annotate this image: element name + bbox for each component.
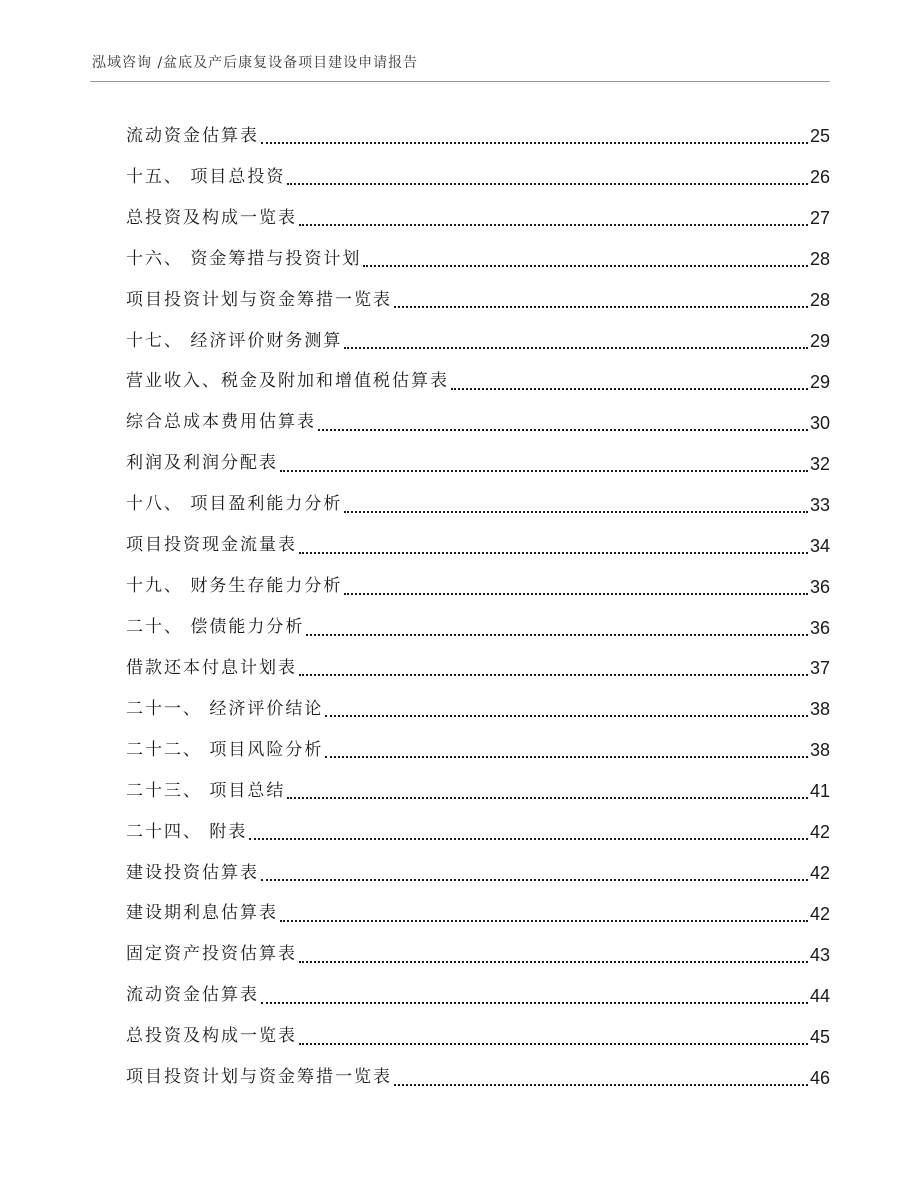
toc-dot-leader [287, 183, 808, 185]
toc-dot-leader [299, 961, 808, 963]
toc-dot-leader [394, 306, 808, 308]
toc-entry-title: 建设投资估算表 [126, 862, 259, 883]
toc-entry-title: 流动资金估算表 [126, 985, 259, 1006]
toc-entry-title: 二十四、 附表 [126, 821, 248, 842]
toc-entry-page: 38 [809, 740, 830, 761]
toc-entry-page: 46 [809, 1067, 830, 1088]
toc-entry[interactable] [126, 934, 830, 975]
toc-entry-page: 28 [809, 290, 830, 311]
toc-entry-page: 29 [809, 331, 830, 352]
toc-dot-leader [306, 634, 808, 636]
toc-entry-title: 流动资金估算表 [126, 125, 259, 146]
toc-entry-title: 十六、 资金筹措与投资计划 [126, 248, 362, 269]
toc-dot-leader [344, 593, 808, 595]
toc-entry[interactable] [126, 894, 830, 935]
toc-entry-title: 二十三、 项目总结 [126, 780, 286, 801]
toc-dot-leader [325, 715, 808, 717]
toc-entry[interactable] [126, 402, 830, 443]
toc-entry[interactable] [126, 280, 830, 321]
toc-entry-page: 38 [809, 699, 830, 720]
toc-dot-leader [299, 552, 808, 554]
toc-dot-leader [363, 265, 808, 267]
toc-entry-page: 27 [809, 208, 830, 229]
toc-entry-title: 十七、 经济评价财务测算 [126, 330, 343, 351]
toc-dot-leader [261, 1002, 808, 1004]
toc-dot-leader [394, 1084, 808, 1086]
toc-entry[interactable] [126, 198, 830, 239]
toc-entry[interactable] [126, 648, 830, 689]
toc-entry-page: 28 [809, 249, 830, 270]
toc-dot-leader [344, 511, 808, 513]
toc-entry-title: 项目投资计划与资金筹措一览表 [126, 289, 392, 310]
toc-dot-leader [261, 879, 808, 881]
toc-entry-title: 十八、 项目盈利能力分析 [126, 494, 343, 515]
toc-entry[interactable] [126, 975, 830, 1016]
toc-dot-leader [280, 470, 808, 472]
toc-entry[interactable] [126, 1057, 830, 1098]
toc-dot-leader [344, 347, 808, 349]
toc-entry[interactable] [126, 812, 830, 853]
toc-entry[interactable] [126, 689, 830, 730]
toc-dot-leader [299, 674, 808, 676]
page-header: 泓域咨询 /盆底及产后康复设备项目建设申请报告 [92, 55, 419, 71]
toc-entry[interactable] [126, 853, 830, 894]
toc-entry-title: 综合总成本费用估算表 [126, 412, 316, 433]
toc-entry-page: 42 [809, 903, 830, 924]
toc-entry-title: 二十一、 经济评价结论 [126, 698, 324, 719]
toc-dot-leader [249, 838, 808, 840]
toc-entry[interactable] [126, 566, 830, 607]
toc-entry-page: 30 [809, 412, 830, 433]
toc-entry[interactable] [126, 771, 830, 812]
toc-entry-title: 十九、 财务生存能力分析 [126, 576, 343, 597]
toc-entry[interactable] [126, 1016, 830, 1057]
toc-entry-page: 42 [809, 822, 830, 843]
toc-entry[interactable] [126, 525, 830, 566]
toc-dot-leader [280, 920, 808, 922]
toc-entry[interactable] [126, 484, 830, 525]
toc-dot-leader [318, 429, 808, 431]
toc-entry-page: 44 [809, 985, 830, 1006]
toc-entry-page: 41 [809, 781, 830, 802]
toc-entry[interactable] [126, 607, 830, 648]
toc-entry-page: 42 [809, 863, 830, 884]
toc-entry[interactable] [126, 321, 830, 362]
toc-entry[interactable] [126, 730, 830, 771]
toc-entry-title: 借款还本付息计划表 [126, 657, 297, 678]
toc-entry-title: 项目投资计划与资金筹措一览表 [126, 1067, 392, 1088]
toc-entry-page: 26 [809, 167, 830, 188]
toc-entry-title: 营业收入、税金及附加和增值税估算表 [126, 371, 449, 392]
toc-entry[interactable] [126, 239, 830, 280]
toc-entry-title: 十五、 项目总投资 [126, 166, 286, 187]
toc-dot-leader [451, 388, 808, 390]
toc-entry-page: 45 [809, 1026, 830, 1047]
toc-entry[interactable] [126, 157, 830, 198]
toc-entry-page: 43 [809, 944, 830, 965]
toc-entry-title: 固定资产投资估算表 [126, 944, 297, 965]
toc-entry-page: 33 [809, 494, 830, 515]
toc-entry-title: 建设期利息估算表 [126, 903, 278, 924]
toc-entry-title: 二十二、 项目风险分析 [126, 739, 324, 760]
toc-dot-leader [299, 224, 808, 226]
toc-entry-page: 29 [809, 371, 830, 392]
toc-entry-page: 37 [809, 658, 830, 679]
table-of-contents [126, 116, 830, 1098]
toc-entry-title: 项目投资现金流量表 [126, 535, 297, 556]
toc-entry-page: 25 [809, 126, 830, 147]
toc-entry-title: 二十、 偿债能力分析 [126, 617, 305, 638]
toc-entry-title: 利润及利润分配表 [126, 453, 278, 474]
header-divider [90, 81, 830, 82]
toc-entry-page: 36 [809, 576, 830, 597]
toc-entry-page: 36 [809, 617, 830, 638]
toc-entry-title: 总投资及构成一览表 [126, 207, 297, 228]
toc-entry-page: 32 [809, 453, 830, 474]
toc-dot-leader [261, 142, 808, 144]
toc-entry[interactable] [126, 362, 830, 403]
toc-entry-title: 总投资及构成一览表 [126, 1026, 297, 1047]
toc-dot-leader [287, 797, 808, 799]
toc-dot-leader [325, 756, 808, 758]
toc-entry[interactable] [126, 116, 830, 157]
toc-entry-page: 34 [809, 535, 830, 556]
toc-dot-leader [299, 1043, 808, 1045]
toc-entry[interactable] [126, 443, 830, 484]
